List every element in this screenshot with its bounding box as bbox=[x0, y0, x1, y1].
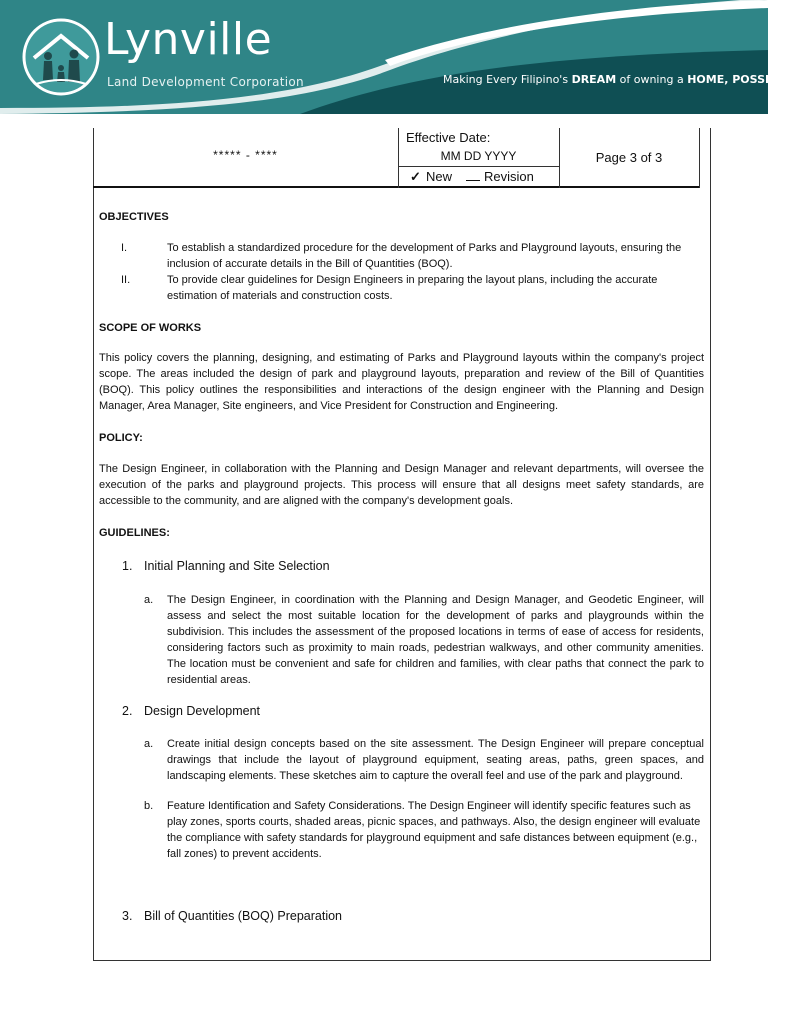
guideline-number: 3. bbox=[122, 909, 133, 923]
policy-paragraph: The Design Engineer, in collaboration with the Planning and Design Manager and relevant departments, will oversee the execution of the parks and playground projects. This process will ensure that all designs meet safety standards, are accessible to the community, and are aligned with the company's development goals. bbox=[99, 463, 704, 507]
scope-paragraph: This policy covers the planning, designing, and estimating of Parks and Playground layouts within the company's project scope. The areas included the design of park and playground layouts, preparation and review of the Bill of Quantities (BOQ). This policy outlines the responsibilities and interactions of the design engineer with the Planning and Design Manager, Area Manager, Site engineers, and Vice President for Construction and Engineering. bbox=[99, 352, 704, 412]
document-code: ***** - **** bbox=[213, 148, 278, 162]
page-number: Page 3 of 3 bbox=[595, 150, 663, 165]
brand-subtitle: Land Development Corporation bbox=[107, 75, 304, 89]
status-revision-label: Revision bbox=[484, 169, 534, 184]
status-new-label: New bbox=[426, 169, 453, 184]
sub-item-text: Feature Identification and Safety Considerations. The Design Engineer will identify specific features such as play zones, sports courts, shaded areas, picnic spaces, and pathways. Also, the design engineer will evaluate the compliance with safety standards for playground equipment and safe distances between equipment (e.g., fall zones) to prevent accidents. bbox=[167, 800, 701, 860]
objective-text: To establish a standardized procedure for the development of Parks and Playground layouts, ensuring the inclusion of accurate details in the Bill of Quantities (BOQ). bbox=[167, 242, 682, 270]
objective-text: To provide clear guidelines for Design Engineers in preparing the layout plans, including the accurate estimation of materials and construction costs. bbox=[167, 274, 658, 302]
policy-heading: POLICY: bbox=[99, 432, 143, 444]
effective-date-cell bbox=[398, 128, 560, 188]
letterhead-banner bbox=[0, 0, 796, 114]
effective-date-label: Effective Date: bbox=[406, 130, 491, 145]
document-header-table bbox=[93, 128, 699, 188]
guideline-title: Design Development bbox=[144, 704, 261, 718]
objective-number: I. bbox=[121, 242, 128, 254]
effective-date-value: MM DD YYYY bbox=[440, 149, 517, 163]
revision-status bbox=[410, 169, 534, 185]
tagline bbox=[443, 73, 796, 86]
guideline-title: Initial Planning and Site Selection bbox=[144, 559, 330, 573]
guideline-number: 2. bbox=[122, 704, 133, 718]
tagline-part: , bbox=[724, 73, 733, 86]
check-icon: ✓ bbox=[410, 169, 421, 184]
tagline-home: HOME bbox=[687, 73, 725, 86]
sub-item-text: The Design Engineer, in coordination with the Planning and Design Manager, and Geodetic Engineer, will assess and select the most suitable location for the development of parks and playgrounds within the subdivision. This includes the assessment of the proposed locations in terms of ease of access for residents, considering factors such as proximity to main roads, pedestrian walkways, and other community amenities. The location must be convenient and safe for children and families, with clear paths that connect the park to residential areas. bbox=[167, 594, 704, 686]
sub-item-text: Create initial design concepts based on the site assessment. The Design Engineer will prepare conceptual drawings that include the layout of playground equipment, seating areas, paths, green spaces, and landscaping elements. These sketches aim to capture the overall feel and use of the park and playground. bbox=[167, 738, 704, 782]
brand-name: Lynville bbox=[104, 14, 273, 65]
objective-number: II. bbox=[121, 274, 131, 286]
guideline-number: 1. bbox=[122, 559, 133, 573]
guideline-title: Bill of Quantities (BOQ) Preparation bbox=[144, 909, 342, 923]
cell-divider bbox=[398, 166, 559, 167]
tagline-dream: DREAM bbox=[571, 73, 617, 86]
doc-code-cell bbox=[93, 128, 399, 188]
tagline-part: of owning a bbox=[616, 73, 688, 86]
tagline-possible: POSSIBLE. bbox=[732, 73, 796, 86]
page-number-cell bbox=[559, 128, 700, 188]
company-logo bbox=[22, 18, 100, 96]
sub-item-letter: b. bbox=[144, 800, 154, 812]
guidelines-heading: GUIDELINES: bbox=[99, 527, 170, 539]
objectives-heading: OBJECTIVES bbox=[99, 211, 169, 223]
sub-item-letter: a. bbox=[144, 738, 154, 750]
tagline-part: Making Every Filipino's bbox=[443, 73, 572, 86]
revision-blank-line bbox=[466, 180, 480, 181]
sub-item-letter: a. bbox=[144, 594, 154, 606]
scope-heading: SCOPE OF WORKS bbox=[99, 322, 202, 334]
